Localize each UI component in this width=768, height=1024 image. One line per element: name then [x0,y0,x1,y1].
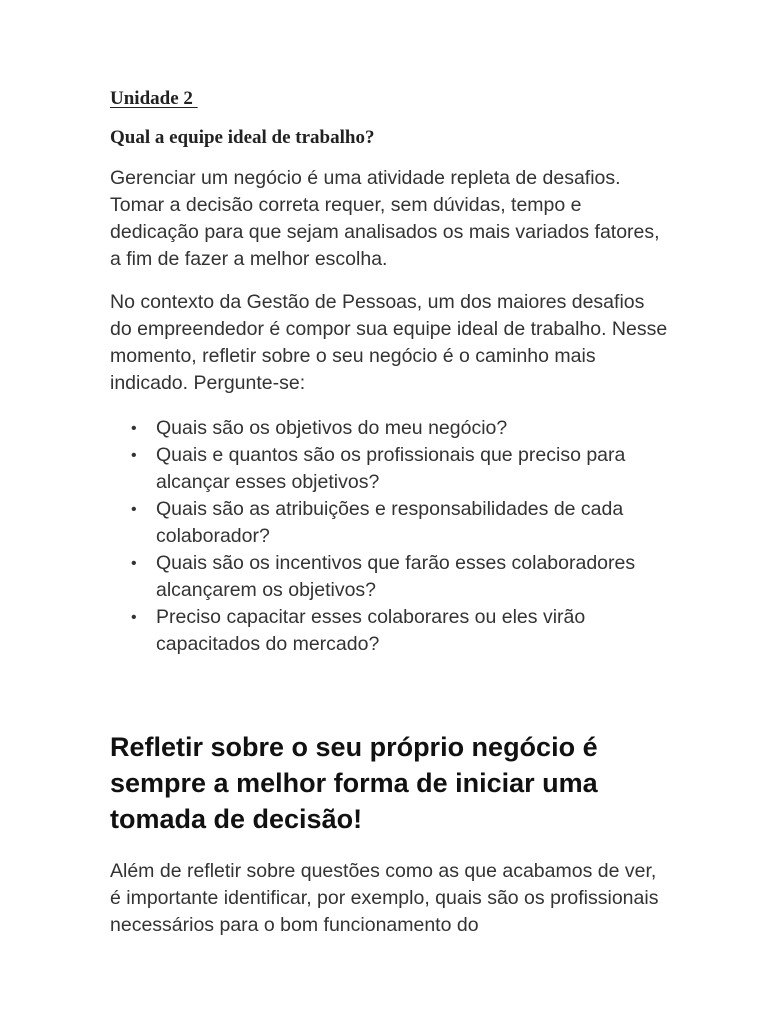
list-item-text: Quais são as atribuições e responsabilidades de cada colaborador? [156,498,624,547]
highlight-heading: Refletir sobre o seu próprio negócio é sempre a melhor forma de iniciar uma tomada de decisão! [110,732,598,834]
list-item-text: Quais são os objetivos do meu negócio? [156,417,508,439]
list-item-text: Quais são os incentivos que farão esses colaboradores alcançarem os objetivos? [156,552,636,601]
list-item [131,415,668,442]
list-item [131,550,668,604]
list-item [131,496,668,550]
section-title: Qual a equipe ideal de trabalho? [110,127,375,148]
bullet-icon: • [131,555,137,572]
bullet-icon: • [131,501,137,518]
bullet-icon: • [131,447,137,464]
paragraph-context: No contexto da Gestão de Pessoas, um dos maiores desafios do empreendedor é compor sua equipe ideal de trabalho. Nesse momento, refletir sobre o seu negócio é o caminho mais indicado. Pergunte-se: [110,291,668,394]
questions-list [110,415,668,658]
bullet-icon: • [131,609,137,626]
bullet-icon: • [131,420,137,437]
unit-title: Unidade 2 [110,88,198,109]
list-item [131,604,668,658]
list-item-text: Preciso capacitar esses colaborares ou eles virão capacitados do mercado? [156,606,586,655]
paragraph-intro: Gerenciar um negócio é uma atividade repleta de desafios. Tomar a decisão correta requer, sem dúvidas, tempo e dedicação para que sejam analisados os mais variados fatores, a fim de fazer a melhor escolha. [110,167,660,270]
list-item-text: Quais e quantos são os profissionais que preciso para alcançar esses objetivos? [156,444,626,493]
paragraph-continuation: Além de refletir sobre questões como as que acabamos de ver, é importante identificar, por exemplo, quais são os profissionais necessários para o bom funcionamento do [110,860,659,936]
list-item [131,442,668,496]
